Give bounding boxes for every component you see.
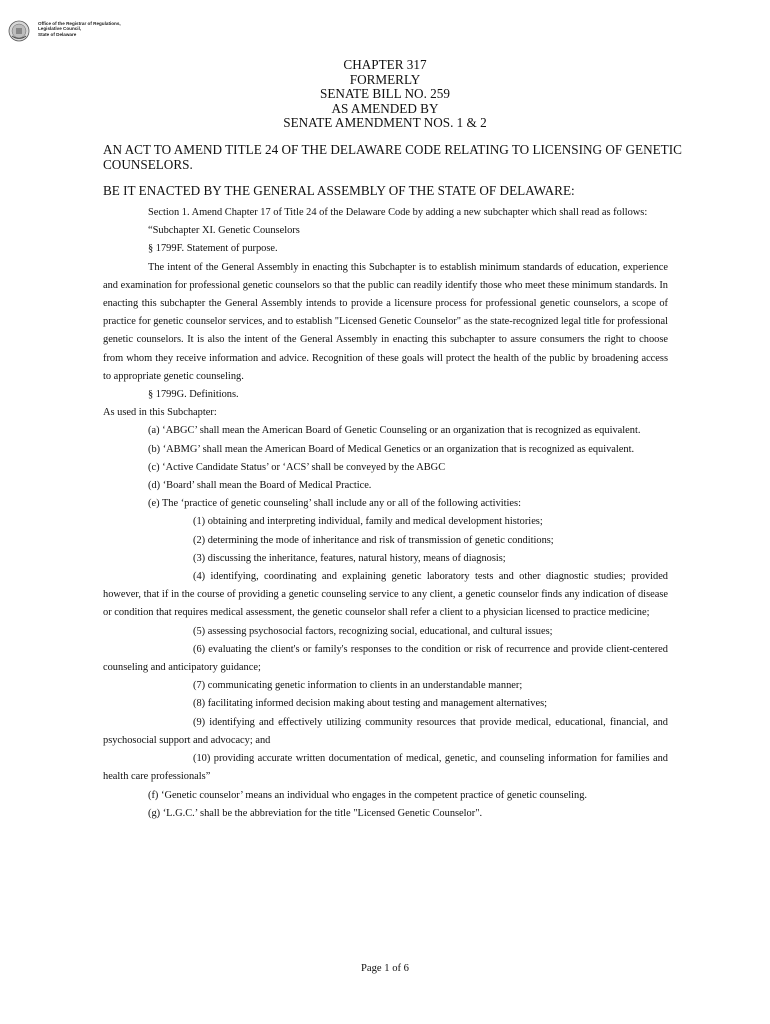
page-number: Page 1 of 6 bbox=[361, 963, 409, 974]
office-line-2: Legislative Council, bbox=[38, 26, 82, 32]
chapter-title-block bbox=[0, 58, 770, 131]
act-title: AN ACT TO AMEND TITLE 24 OF THE DELAWARE CODE RELATING TO LICENSING OF GENETIC COUNSELORS. bbox=[103, 142, 682, 172]
section-1799f-heading: § 1799F. Statement of purpose. bbox=[148, 243, 278, 255]
bill-body bbox=[103, 204, 668, 823]
formerly-label: FORMERLY bbox=[349, 71, 421, 87]
activity-6: (6) evaluating the client's or family's responses to the condition or risk of recurrence and provide client-centered counseling and anticipatory guidance; bbox=[103, 643, 668, 674]
section-1799g-heading: § 1799G. Definitions. bbox=[148, 389, 239, 401]
definition-b: (b) ‘ABMG’ shall mean the American Board of Medical Genetics or an organization that is recognized as equivalent. bbox=[148, 443, 635, 455]
enacting-clause: BE IT ENACTED BY THE GENERAL ASSEMBLY OF THE STATE OF DELAWARE: bbox=[103, 183, 575, 198]
activity-4: (4) identifying, coordinating and explaining genetic laboratory tests and other diagnostic studies; provided however, that if in the course of providing a genetic counseling service to any client, a genetic counselor finds any indication of disease or condition that requires medical assessment, the genetic counselor shall refer a client to a physician licensed to practice medicine; bbox=[103, 571, 668, 619]
definition-g: (g) ‘L.G.C.’ shall be the abbreviation for the title "Licensed Genetic Counselor". bbox=[148, 807, 483, 819]
amended-by-label: AS AMENDED BY bbox=[331, 100, 439, 116]
definition-e: (e) The ‘practice of genetic counseling’ shall include any or all of the following activities: bbox=[148, 498, 521, 510]
activity-8: (8) facilitating informed decision making about testing and management alternatives; bbox=[193, 698, 548, 710]
senate-amendment-numbers: SENATE AMENDMENT NOS. 1 & 2 bbox=[283, 115, 487, 131]
definition-d: (d) ‘Board’ shall mean the Board of Medical Practice. bbox=[148, 480, 372, 492]
chapter-number: CHAPTER 317 bbox=[343, 57, 427, 72]
subchapter-heading: “Subchapter XI. Genetic Counselors bbox=[148, 225, 300, 237]
registrar-header bbox=[8, 20, 128, 42]
activity-10: (10) providing accurate written documentation of medical, genetic, and counseling information for families and health care professionals” bbox=[103, 753, 668, 783]
office-line-1: Office of the Registrar of Regulations, bbox=[38, 21, 121, 26]
activity-2: (2) determining the mode of inheritance and risk of transmission of genetic conditions; bbox=[193, 534, 554, 546]
definition-a: (a) ‘ABGC’ shall mean the American Board of Genetic Counseling or an organization that is recognized as equivalent. bbox=[148, 425, 641, 437]
activity-9: (9) identifying and effectively utilizing community resources that provide medical, educational, financial, and psychosocial support and advocacy; and bbox=[103, 716, 668, 746]
activity-5: (5) assessing psychosocial factors, recognizing social, educational, and cultural issues; bbox=[193, 625, 553, 637]
registrar-office-text bbox=[38, 21, 121, 37]
senate-bill-number: SENATE BILL NO. 259 bbox=[320, 86, 450, 102]
activity-3: (3) discussing the inheritance, features, natural history, means of diagnosis; bbox=[193, 552, 506, 564]
as-used-line: As used in this Subchapter: bbox=[103, 407, 217, 419]
delaware-seal-icon bbox=[8, 20, 32, 42]
activity-7: (7) communicating genetic information to clients in an understandable manner; bbox=[193, 680, 523, 692]
section-1-paragraph: Section 1. Amend Chapter 17 of Title 24 of the Delaware Code by adding a new subchapter which shall read as follows: bbox=[148, 207, 648, 218]
statement-of-purpose-paragraph: The intent of the General Assembly in enacting this Subchapter is to establish minimum standards of education, experience and examination for professional genetic counselors so that the public can readily identify those who meet these minimum standards. In enacting this subchapter the General Assembly intends to provide a licensure process for professional genetic counselors, a scope of practice for genetic counselor services, and to establish "Licensed Genetic Counselor" as the state-recognized legal title for professional genetic counselors. It is also the intent of the General Assembly in enacting this subchapter to assure consumers the right to choose from whom they receive information and advice. Recognition of these goals will protect the health of the public by broadening access to appropriate genetic counseling. bbox=[103, 261, 668, 382]
definition-c: (c) ‘Active Candidate Status’ or ‘ACS’ shall be conveyed by the ABGC bbox=[148, 461, 446, 473]
activity-1: (1) obtaining and interpreting individual, family and medical development histories; bbox=[193, 516, 543, 528]
definition-f: (f) ‘Genetic counselor’ means an individual who engages in the competent practice of genetic counseling. bbox=[148, 789, 588, 801]
office-line-3: State of Delaware bbox=[38, 31, 77, 37]
